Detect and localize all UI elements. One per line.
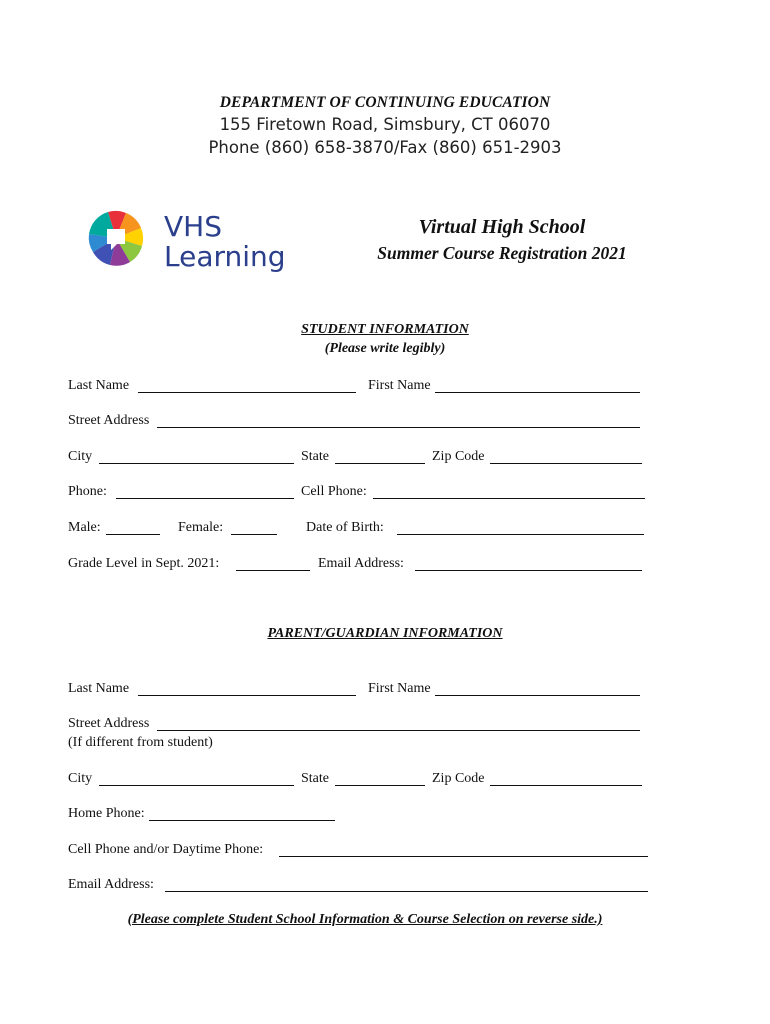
parent-street-note: (If different from student) [68,735,213,750]
department-name: DEPARTMENT OF CONTINUING EDUCATION [219,94,551,111]
reverse-side-note: (Please complete Student School Information & Course Selection on reverse side.) [127,912,603,927]
parent-last-name-label: Last Name [68,681,130,696]
student-last-name-field[interactable] [138,392,356,393]
student-email-field[interactable] [415,570,642,571]
parent-cell-phone-field[interactable] [279,856,648,857]
student-dob-label: Date of Birth: [306,520,384,535]
student-state-field[interactable] [335,463,425,464]
logo-text-vhs: VHS [164,210,222,243]
student-cell-label: Cell Phone: [301,484,367,499]
parent-city-label: City [68,771,93,786]
student-street-field[interactable] [157,427,640,428]
parent-first-name-label: First Name [368,681,431,696]
parent-email-field[interactable] [165,891,648,892]
parent-city-field[interactable] [99,785,294,786]
student-phone-label: Phone: [68,484,107,499]
logo-text-learning: Learning [164,240,286,272]
student-state-label: State [301,449,329,464]
student-phone-field[interactable] [116,498,294,499]
document-title: Virtual High School [418,216,586,238]
parent-cell-phone-label: Cell Phone and/or Daytime Phone: [68,842,264,857]
write-legibly-note: (Please write legibly) [324,341,446,356]
phone-fax: Phone (860) 658-3870/Fax (860) 651-2903 [208,138,562,157]
student-dob-field[interactable] [397,534,644,535]
parent-last-name-field[interactable] [138,695,356,696]
student-zip-field[interactable] [490,463,642,464]
vhs-learning-logo-graphic [82,208,306,272]
student-female-label: Female: [178,520,224,535]
parent-zip-field[interactable] [490,785,642,786]
parent-state-field[interactable] [335,785,425,786]
student-first-name-field[interactable] [435,392,640,393]
student-city-label: City [68,449,93,464]
parent-zip-label: Zip Code [432,771,485,786]
student-grade-label: Grade Level in Sept. 2021: [68,556,220,571]
student-city-field[interactable] [99,463,294,464]
student-male-label: Male: [68,520,101,535]
parent-street-field[interactable] [157,730,640,731]
logo-mark-icon [89,211,143,266]
parent-info-heading: PARENT/GUARDIAN INFORMATION [267,626,503,641]
student-grade-field[interactable] [236,570,310,571]
vhs-learning-logo [82,208,306,272]
parent-state-label: State [301,771,329,786]
school-address: 155 Firetown Road, Simsbury, CT 06070 [219,115,551,134]
student-street-label: Street Address [68,413,150,428]
student-first-name-label: First Name [368,378,431,393]
parent-home-phone-label: Home Phone: [68,806,145,821]
parent-street-label: Street Address [68,716,150,731]
parent-home-phone-field[interactable] [149,820,335,821]
parent-first-name-field[interactable] [435,695,640,696]
document-subtitle: Summer Course Registration 2021 [377,243,627,263]
student-email-label: Email Address: [318,556,404,571]
student-zip-label: Zip Code [432,449,485,464]
parent-email-label: Email Address: [68,877,154,892]
student-male-field[interactable] [106,534,160,535]
student-last-name-label: Last Name [68,378,130,393]
student-female-field[interactable] [231,534,277,535]
student-cell-field[interactable] [373,498,645,499]
student-info-heading: STUDENT INFORMATION [301,322,469,337]
